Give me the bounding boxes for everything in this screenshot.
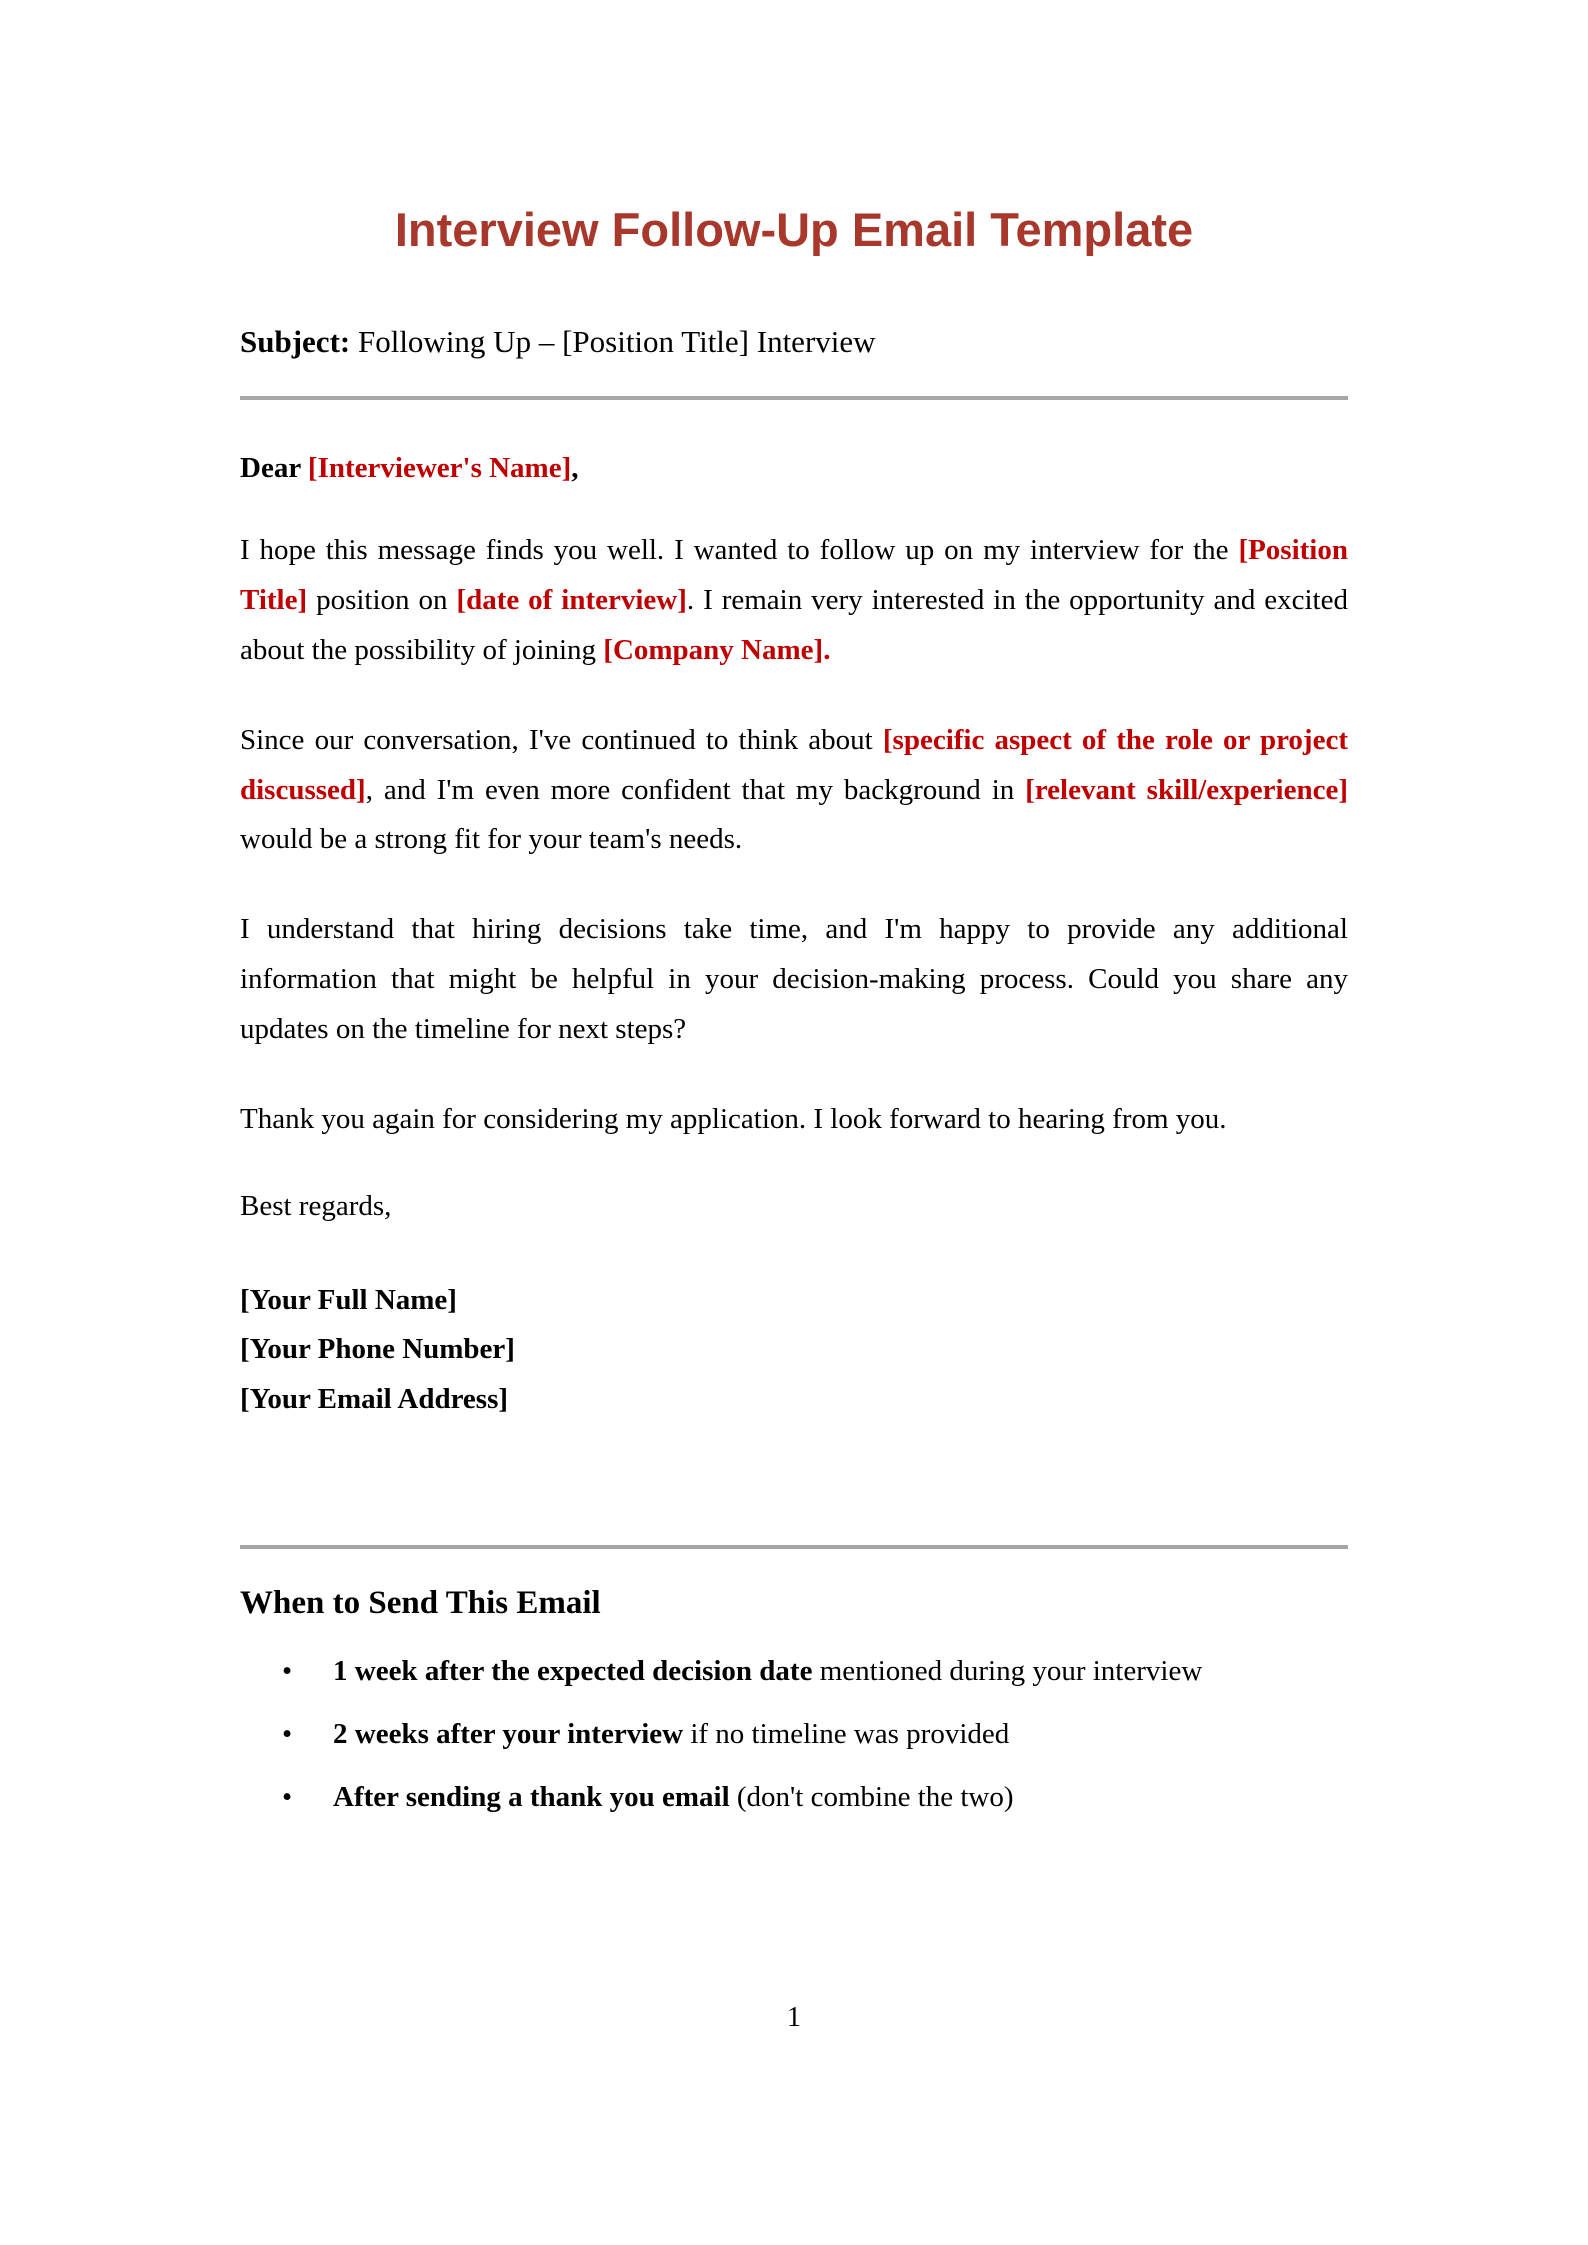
body-text: , and I'm even more confident that my background in [365,773,1026,806]
paragraph-timeline-request [240,865,1348,1055]
placeholder-token: [Company Name]. [603,633,831,666]
list-item-detail: (don't combine the two) [729,1781,1014,1814]
body-text: position on [307,583,457,616]
list-item [240,1766,1348,1829]
salutation-greeting: Dear [240,452,308,485]
placeholder-token: [relevant skill/experience] [1025,773,1349,806]
bullet-icon: • [282,1781,293,1814]
page-title: Interview Follow-Up Email Template [394,203,1194,256]
signature-line: [Your Email Address] [240,1383,509,1416]
body-text: Thank you again for considering my application. I look forward to hearing from you. [240,1102,1227,1135]
list-item-lead: After sending a thank you email [333,1781,730,1814]
placeholder-token: [specific aspect of the role or project discussed] [240,723,1348,806]
salutation-comma: , [571,452,579,485]
list-item-lead: 1 week after the expected decision date [333,1654,813,1687]
signature-line: [Your Phone Number] [240,1333,515,1366]
placeholder-token: [Position Title] [240,534,1348,616]
document-content [240,0,1348,1829]
body-text: I hope this message finds you well. I wanted to follow up on my interview for the [240,534,1239,567]
signoff-line: Best regards, [240,1189,392,1222]
subject-line [240,257,1348,360]
email-body [240,486,1348,1145]
salutation-placeholder: [Interviewer's Name] [307,452,572,485]
page-number: 1 [787,2002,801,2033]
bullet-icon: • [282,1717,293,1750]
body-text: I understand that hiring decisions take time, and I'm happy to provide any additional information that might be helpful in your decision-making process. Could you share any updates on the timeline for next steps? [240,913,1348,1046]
body-text: Since our conversation, I've continued to think about [240,723,883,756]
list-item [240,1640,1348,1703]
list-item-lead: 2 weeks after your interview [333,1717,684,1750]
paragraph-opening [240,486,1348,676]
list-item-detail: mentioned during your interview [812,1654,1203,1687]
when-to-send-list [240,1624,1348,1829]
body-text: . I remain very interested in the opportunity and excited about the possibility of joining [240,583,1348,666]
placeholder-token: [date of interview] [456,583,687,616]
paragraph-closing-thanks [240,1055,1348,1145]
section-heading-when-to-send: When to Send This Email [240,1585,601,1622]
bullet-icon: • [282,1654,293,1687]
salutation [240,400,1348,486]
list-item [240,1703,1348,1766]
signature-block [240,1224,1348,1426]
subject-value: Following Up – [Position Title] Interview [350,324,876,360]
subject-label: Subject: [240,324,351,360]
signature-line: [Your Full Name] [240,1283,457,1316]
list-item-detail: if no timeline was provided [683,1717,1010,1750]
body-text: would be a strong fit for your team's needs. [240,823,743,856]
paragraph-reiterate-interest [240,676,1348,866]
